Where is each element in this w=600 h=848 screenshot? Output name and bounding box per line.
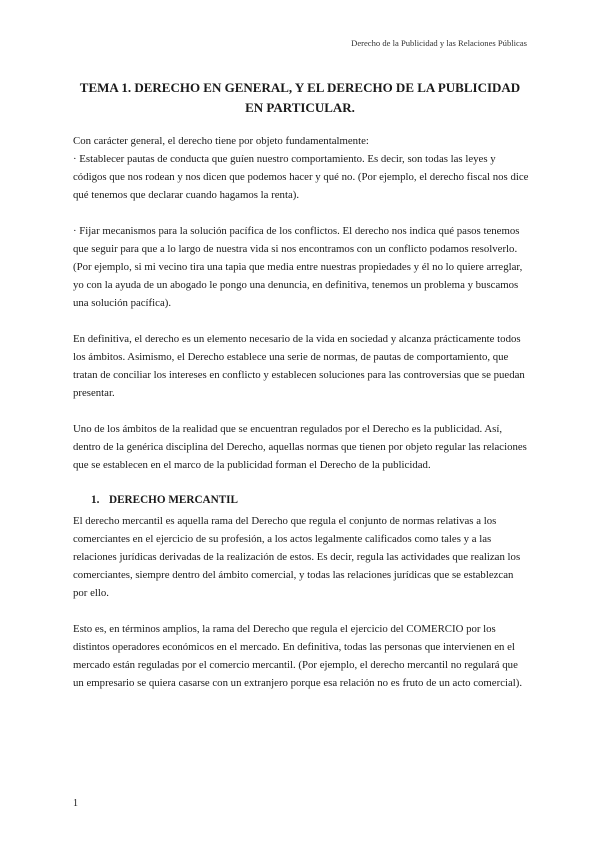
section-number: 1.: [91, 494, 100, 506]
paragraph-bullet-conflicts: · Fijar mecanismos para la solución pacífica de los conflictos. El derecho nos indica qué pasos tenemos que seguir para que a lo largo de nuestra vida si nos encontramos con un conflicto podamos resolverlo. (Por ejemplo, si mi vecino tira una tapia que media entre nuestras propiedades y él no lo quiere arreglar, yo con la ayuda de un abogado le pongo una denuncia, en definitiva, tenemos un problema y buscamos una solución pacífica).: [73, 225, 523, 309]
paragraph-intro: Con carácter general, el derecho tiene por objeto fundamentalmente:: [73, 135, 369, 147]
page-number: 1: [73, 798, 78, 809]
section-title: DERECHO MERCANTIL: [109, 494, 238, 506]
paragraph-mercantil-definition: El derecho mercantil es aquella rama del Derecho que regula el conjunto de normas relativas a los comerciantes en el ejercicio de su profesión, a los actos legalmente calificados como tales y a las relaciones jurídicas derivadas de la realización de estos. Es decir, regula las actividades que realizan los comerciantes, siempre dentro del ámbito comercial, y todas las relaciones jurídicas que se establezcan por ello.: [73, 515, 521, 599]
document-title: [75, 78, 525, 118]
section-heading-derecho-mercantil: [91, 494, 238, 506]
title-line-2: EN PARTICULAR.: [245, 100, 355, 115]
paragraph-bullet-conduct: · Establecer pautas de conducta que guíen nuestro comportamiento. Es decir, son todas las leyes y códigos que nos rodean y nos dicen que podemos hacer y qué no. (Por ejemplo, el derecho fiscal nos dice qué tenemos que declarar cuando hagamos la renta).: [73, 153, 529, 201]
paragraph-publicidad: Uno de los ámbitos de la realidad que se encuentran regulados por el Derecho es la publicidad. Así, dentro de la genérica disciplina del Derecho, aquellas normas que tienen por objeto regular las relaciones que se establecen en el marco de la publicidad forman el Derecho de la publicidad.: [73, 423, 527, 471]
paragraph-objectives: [73, 132, 529, 204]
title-line-1: TEMA 1. DERECHO EN GENERAL, Y EL DERECHO DE LA PUBLICIDAD: [79, 80, 521, 95]
paragraph-mercantil-commerce: Esto es, en términos amplios, la rama del Derecho que regula el ejercicio del COMERCIO por los distintos operadores económicos en el mercado. En definitiva, todas las personas que intervienen en el mercado están reguladas por el comercio mercantil. (Por ejemplo, el derecho mercantil no regulará que un empresario se quiera casarse con un extranjero porque esa relación no es fruto de un acto comercial).: [73, 623, 523, 689]
running-header: Derecho de la Publicidad y las Relaciones Públicas: [351, 38, 527, 48]
paragraph-conclusion: En definitiva, el derecho es un elemento necesario de la vida en sociedad y alcanza prácticamente todos los ámbitos. Asimismo, el Derecho establece una serie de normas, de pautas de comportamiento, que tratan de conciliar los intereses en conflicto y establecen soluciones para las controversias que se puedan presentar.: [73, 333, 525, 399]
